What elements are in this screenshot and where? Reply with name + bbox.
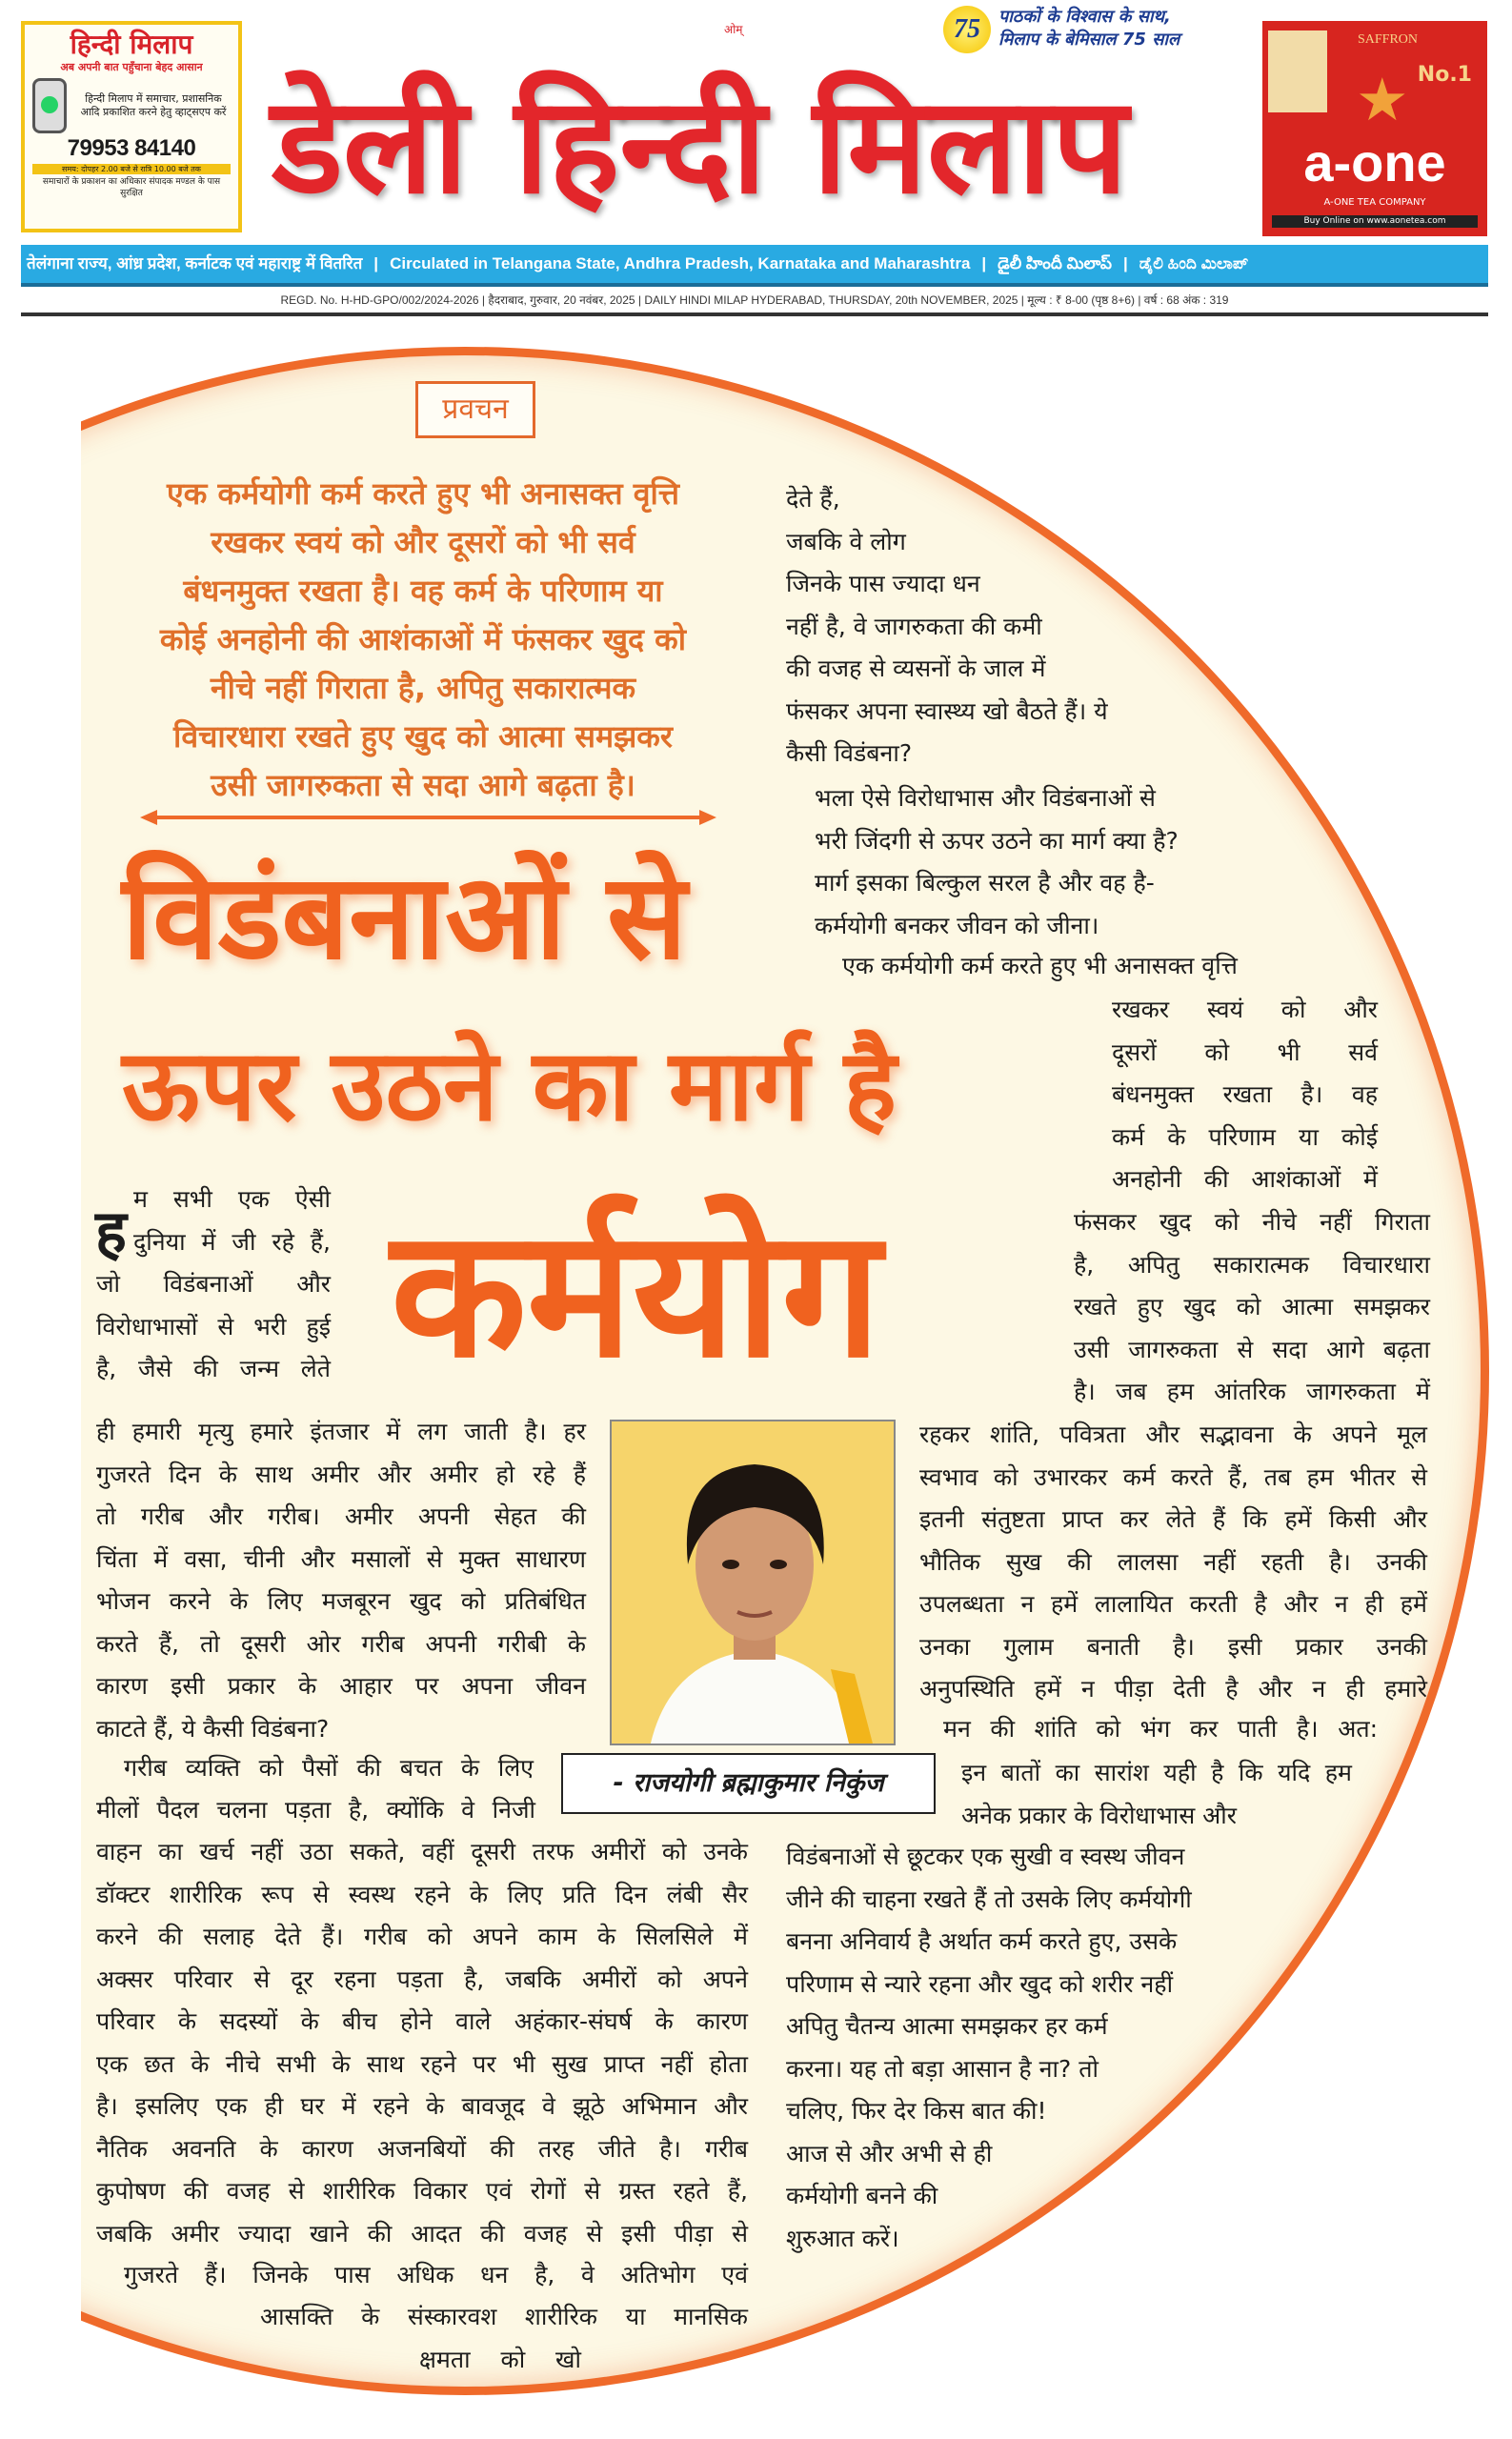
text-column-l5 <box>124 2254 748 2297</box>
body-text-line: काटते हैं, ये कैसी विडंबना? <box>96 1714 330 1743</box>
text-column-r2c <box>1074 1201 1430 1414</box>
body-text-line: जबकि वे लोग <box>786 527 906 555</box>
masthead-tagline <box>998 6 1179 51</box>
body-text-line: अनुपस्थिति हमें न पीड़ा देती है और न ही हमारे <box>919 1675 1427 1703</box>
body-text-line: जिनके पास ज्यादा धन <box>786 570 980 597</box>
body-text-line: है। जब हम आंतरिक जागरुकता में <box>1074 1378 1430 1405</box>
body-text-line: गुजरते दिन के साथ अमीर और अमीर हो रहे हैं <box>96 1460 586 1488</box>
text-column-l3a <box>124 1747 534 1790</box>
body-text-line: भला ऐसे विरोधाभास और विडंबनाओं से <box>815 784 1156 812</box>
text-column-r2a <box>842 945 1238 988</box>
intro-line: विचारधारा रखते हुए खुद को आत्मा समझकर <box>173 718 673 755</box>
body-text-line: भौतिक सुख की लालसा नहीं रहती है। उनकी <box>919 1547 1427 1576</box>
headline-line-2: ऊपर उठने का मार्ग है <box>122 1027 897 1143</box>
body-text-line: इतनी संतुष्टता प्राप्त कर लेते हैं कि हमें किसी और <box>919 1505 1427 1533</box>
ad-subtitle: अब अपनी बात पहुँचाना बेहद आसान <box>60 61 203 73</box>
photo-caption <box>561 1753 936 1814</box>
author-photo <box>610 1420 896 1745</box>
body-text-line: क्षमता को खो <box>419 2346 581 2373</box>
band-text: तेलंगाना राज्य, आंध्र प्रदेश, कर्नाटक एवं महाराष्ट्र में वितरित <box>27 254 363 272</box>
body-text-line: जबकि अमीर ज्यादा खाने की आदत की वजह से इसी पीड़ा से <box>96 2219 748 2248</box>
body-text-line: गरीब व्यक्ति को पैसों की बचत के लिए <box>124 1754 534 1782</box>
text-column-l4 <box>96 1831 748 2255</box>
text-column-r2f <box>961 1752 1352 1837</box>
body-text-line: कारण इसी प्रकार के आहार पर अपना जीवन <box>96 1672 586 1700</box>
aone-tea-ad <box>1262 21 1487 236</box>
body-text-line: फंसकर खुद को नीचे नहीं गिराता <box>1074 1208 1430 1236</box>
body-text-line: नैतिक अवनति के कारण अजनबियों की तरह जीते है। गरीब <box>96 2134 748 2163</box>
body-text-line: विरोधाभासों से भरी हुई <box>96 1312 331 1340</box>
body-text-line: कर्म के परिणाम या कोई <box>1112 1122 1378 1151</box>
om-mark: ओम् <box>724 23 743 36</box>
text-column-l3b <box>96 1789 535 1832</box>
body-text-line: गुजरते हैं। जिनके पास अधिक धन है, वे अतिभोग एवं <box>124 2261 748 2288</box>
photo-caption-text: - राजयोगी ब्रह्माकुमार निकुंज <box>613 1768 884 1798</box>
body-text-line: कर्मयोगी बनकर जीवन को जीना। <box>815 911 1099 939</box>
intro-line: कोई अनहोनी की आशंकाओं में फंसकर खुद को <box>159 621 687 657</box>
body-text-line: नहीं है, वे जागरुकता की कमी <box>786 612 1042 640</box>
body-text-line: करते हैं, तो दूसरी ओर गरीब अपनी गरीबी के <box>96 1629 586 1658</box>
body-text-line: दुनिया में जी रहे हैं, <box>133 1227 331 1256</box>
body-text-line: परिणाम से न्यारे रहना और खुद को शरीर नहीं <box>786 1969 1174 1998</box>
intro-line: उसी जागरुकता से सदा आगे बढ़ता है। <box>211 767 635 803</box>
text-column-l7 <box>419 2339 581 2382</box>
tea-pack-image <box>1268 30 1327 112</box>
text-column-l2 <box>96 1411 586 1750</box>
text-column-l1b <box>96 1263 331 1391</box>
intro-line: एक कर्मयोगी कर्म करते हुए भी अनासक्त वृत्ति <box>167 475 679 512</box>
text-column-l6 <box>260 2296 748 2339</box>
whatsapp-phone-icon <box>32 78 67 133</box>
band-text: Circulated in Telangana State, Andhra Pradesh, Karnataka and Maharashtra <box>390 254 971 272</box>
ad-note: समाचारों के प्रकाशन का अधिकार संपादक मण्डल के पास सुरक्षित <box>42 177 221 198</box>
newspaper-masthead: डेली हिन्दी मिलाप <box>272 69 1128 224</box>
band-separator: | <box>373 254 379 272</box>
body-text-line: कैसी विडंबना? <box>786 739 913 767</box>
headline-main-word: कर्मयोग <box>391 1190 881 1397</box>
body-text-line: आसक्ति के संस्कारवश शारीरिक या मानसिक <box>260 2303 748 2330</box>
body-text-line: अनेक प्रकार के विरोधाभास और <box>961 1801 1237 1829</box>
body-text-line: ही हमारी मृत्यु हमारे इंतजार में लग जाती है। हर <box>96 1418 586 1445</box>
drop-cap: ह <box>95 1197 127 1266</box>
band-separator: | <box>1123 254 1128 272</box>
headline-line-1: विडंबनाओं से <box>122 849 687 986</box>
circulation-band <box>21 245 1488 287</box>
ad-brand: a-one <box>1303 132 1446 192</box>
text-column-r2e <box>943 1708 1378 1751</box>
ad-no1: No.1 <box>1417 63 1472 87</box>
body-text-line: कर्मयोगी बनने की <box>786 2182 938 2209</box>
body-text-line: उसी जागरुकता से सदा आगे बढ़ता <box>1074 1335 1430 1363</box>
body-text-line: दूसरों को भी सर्व <box>1112 1038 1378 1066</box>
text-column-r2d <box>919 1414 1427 1711</box>
body-text-line: करने की सलाह देते हैं। गरीब को अपने काम के सिलसिले में <box>96 1923 748 1950</box>
body-text-line: रहकर शांति, पवित्रता और सद्भावना के अपने मूल <box>919 1421 1427 1448</box>
intro-line: बंधनमुक्त रखता है। वह कर्म के परिणाम या <box>183 573 663 609</box>
body-text-line: स्वभाव को उभारकर कर्म करते हैं, तब हम भीतर से <box>919 1462 1427 1491</box>
band-separator: | <box>981 254 987 272</box>
body-text-line: इन बातों का सारांश यही है कि यदि हम <box>961 1759 1352 1786</box>
body-text-line: है, अपितु सकारात्मक विचारधारा <box>1074 1250 1430 1279</box>
body-text-line: मार्ग इसका बिल्कुल सरल है और वह है- <box>815 869 1155 897</box>
body-text-line: मन की शांति को भंग कर पाती है। अत: <box>943 1715 1378 1743</box>
star-icon: ★ <box>1356 65 1409 134</box>
body-text-line: अनहोनी की आशंकाओं में <box>1112 1165 1378 1193</box>
body-text-line: देते हैं, <box>786 485 840 513</box>
anniversary-badge: 75 <box>943 6 991 53</box>
registration-dateline: REGD. No. H-HD-GPO/002/2024-2026 | हैदराबाद, गुरुवार, 20 नवंबर, 2025 | DAILY HINDI MILAP HYDERABAD, THURSDAY, 20th NOVEMBER, 2025 | मूल्य : ₹ 8-00 (पृष्ठ 8+6) | वर्ष : 68 अंक : 319 <box>280 293 1229 307</box>
body-text-line: रखते हुए खुद को आत्मा समझकर <box>1074 1293 1430 1320</box>
body-text-line: फंसकर अपना स्वास्थ्य खो बैठते हैं। ये <box>786 696 1108 725</box>
body-text-line: अपितु चैतन्य आत्मा समझकर हर कर्म <box>786 2012 1108 2040</box>
text-column-r1b <box>815 777 1179 947</box>
ad-body: हिन्दी मिलाप में समाचार, प्रशासनिक आदि प्रकाशित करने हेतु व्हाट्सएप करें <box>80 92 227 118</box>
body-text-line: अक्सर परिवार से दूर रहना पड़ता है, जबकि अमीरों को अपने <box>96 1965 748 1993</box>
ad-phone-number: 79953 84140 <box>67 135 196 161</box>
body-text-line: करना। यह तो बड़ा आसान है ना? तो <box>786 2054 1099 2083</box>
body-text-line: म सभी एक ऐसी <box>133 1185 331 1213</box>
body-text-line: है, जैसे की जन्म लेते <box>96 1355 331 1382</box>
text-column-r3 <box>786 1836 1192 2260</box>
intro-line: रखकर स्वयं को और दूसरों को भी सर्व <box>211 524 635 560</box>
intro-line: नीचे नहीं गिराता है, अपितु सकारात्मक <box>210 670 636 706</box>
body-text-line: है। इसलिए एक ही घर में रहने के बावजूद वे झूठे अभिमान और <box>96 2092 748 2120</box>
body-text-line: आज से और अभी से ही <box>786 2139 993 2167</box>
ad-timing: समय: दोपहर 2.00 बजे से रात्रि 10.00 बजे तक <box>32 164 231 174</box>
body-text-line: तो गरीब और गरीब। अमीर अपनी सेहत की <box>96 1502 586 1530</box>
header-rule <box>21 312 1488 316</box>
body-text-line: उपलब्धता न हमें लालायित करती है और न ही हमें <box>919 1590 1427 1618</box>
text-column-r1 <box>786 478 1108 776</box>
body-text-line: शुरुआत करें। <box>786 2224 899 2252</box>
ad-title: हिन्दी मिलाप <box>70 29 193 60</box>
body-text-line: की वजह से व्यसनों के जाल में <box>786 655 1046 682</box>
text-column-l1a <box>133 1179 331 1263</box>
body-text-line: बंधनमुक्त रखता है। वह <box>1112 1080 1378 1108</box>
ad-body-row <box>32 78 232 133</box>
body-text-line: परिवार के सदस्यों के बीच होने वाले अहंकार-संघर्ष के कारण <box>96 2007 748 2035</box>
body-text-line: उनका गुलाम बनाती है। इसी प्रकार उनकी <box>919 1632 1427 1661</box>
body-text-line: एक कर्मयोगी कर्म करते हुए भी अनासक्त वृत्ति <box>842 952 1238 979</box>
band-text: ಡೈಲಿ ಹಿಂದಿ ಮಿಲಾಪ್ <box>1139 254 1249 272</box>
body-text-line: जीने की चाहना रखते हैं तो उसके लिए कर्मयोगी <box>786 1885 1192 1913</box>
body-text-line: भोजन करने के लिए मजबूरन खुद को प्रतिबंधित <box>96 1587 586 1615</box>
body-text-line: भरी जिंदगी से ऊपर उठने का मार्ग क्या है? <box>815 826 1179 855</box>
body-text-line: विडंबनाओं से छूटकर एक सुखी व स्वस्थ जीवन <box>786 1843 1185 1870</box>
body-text-line: कुपोषण की वजह से शारीरिक विकार एवं रोगों से ग्रस्त रहते हैं, <box>96 2177 748 2205</box>
portrait-image <box>612 1421 896 1745</box>
section-kicker: प्रवचन <box>415 381 535 438</box>
tagline-line: पाठकों के विश्वास के साथ, <box>998 7 1171 27</box>
tagline-line: मिलाप के बेमिसाल 75 साल <box>998 30 1180 50</box>
double-arrow-divider <box>140 808 716 827</box>
ad-saffron: SAFFRON <box>1358 32 1419 47</box>
body-text-line: चलिए, फिर देर किस बात की! <box>786 2097 1047 2125</box>
body-text-line: रखकर स्वयं को और <box>1112 996 1378 1023</box>
whatsapp-ad <box>21 21 242 232</box>
body-text-line: वाहन का खर्च नहीं उठा सकते, वहीं दूसरी तरफ अमीरों को उनके <box>96 1838 748 1865</box>
ad-buy-online: Buy Online on www.aonetea.com <box>1272 215 1478 228</box>
ad-company: A-ONE TEA COMPANY <box>1323 197 1426 208</box>
text-column-r2b <box>1112 989 1378 1201</box>
body-text-line: डॉक्टर शारीरिक रूप से स्वस्थ रहने के लिए प्रति दिन लंबी सैर <box>96 1880 748 1908</box>
body-text-line: बनना अनिवार्य है अर्थात कर्म करते हुए, उसके <box>786 1927 1178 1955</box>
body-text-line: चिंता में वसा, चीनी और मसालों से मुक्त साधारण <box>96 1544 586 1573</box>
body-text-line: मीलों पैदल चलना पड़ता है, क्योंकि वे निजी <box>96 1796 535 1824</box>
body-text-line: जो विडंबनाओं और <box>96 1270 331 1298</box>
band-text: డైలీ హిందీ మిలాప్ <box>998 254 1112 272</box>
body-text-line: एक छत के नीचे सभी के साथ रहने पर भी सुख प्राप्त नहीं होता <box>96 2049 748 2078</box>
intro-blurb <box>105 470 741 810</box>
